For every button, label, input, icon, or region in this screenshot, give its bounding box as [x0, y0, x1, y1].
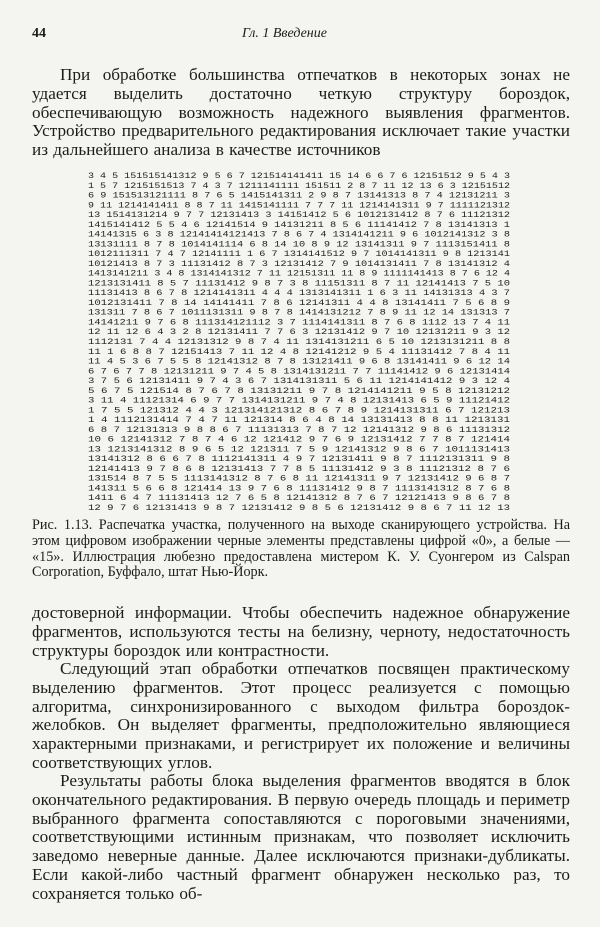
printout-row: 131514 8 7 5 5 1113141312 8 7 6 8 11 12141311 9 7 12131412 9 6 8 7 [88, 473, 510, 484]
printout-row: 13 1213141312 8 9 6 5 12 121311 7 5 9 12141312 9 8 6 7 1011131413 [88, 444, 510, 455]
printout-row: 13141312 8 6 6 7 8 1112141311 4 9 7 12131411 9 8 7 1112131311 9 8 [88, 454, 510, 465]
printout-row: 12 11 12 6 4 3 2 8 12131411 7 7 6 3 12131412 9 7 10 12131211 9 3 12 [88, 327, 510, 338]
paragraph-final-editing: Результаты работы блока выделения фрагментов вводятся в блок окончательного редактирования. В первую очередь площадь и периметр выбранного фрагмента сопоставляются с пороговыми значениями, соответствующими истинным признакам, что позволяет исключить заведомо неверные данные. Далее исключаются признаки-дубликаты. Если какой-либо частный фрагмент обнаружен несколько раз, то сохраняется только об- [32, 771, 570, 903]
printout-row: 6 9 151513121111 8 7 6 5 1415141311 2 9 8 7 13141313 8 7 4 12131211 3 [88, 190, 510, 201]
printout-row: 1012111311 7 4 7 12141111 1 6 7 1314141512 9 7 1014141311 9 8 1213141 [88, 249, 510, 260]
running-head: Гл. 1 Введение [242, 26, 327, 41]
figure-label: Рис. 1.13. [32, 517, 93, 533]
printout-row: 1 4 1112131414 7 4 7 11 121314 8 6 4 8 14 13131413 8 8 11 1213131 [88, 415, 510, 426]
figure-caption-text: Распечатка участка, полученного на выходе сканирующего устройства. На этом цифровом изображении черные элементы представлены цифрой «0», а белые — «15». Иллюстрация любезно предоставлена мистером К. У. Суонгером из Calspan Corporation, Буффало, штат Нью-Йорк. [32, 517, 571, 581]
printout-row: 1012131411 7 8 14 14141411 7 8 6 12141311 4 4 8 13141411 7 5 6 8 9 [88, 297, 510, 308]
printout-row: 11 1 6 8 8 7 12151413 7 11 12 4 8 12141212 9 5 4 11131412 7 8 4 11 [88, 346, 510, 357]
printout-row: 3 11 4 11121314 6 9 7 7 1314131211 9 7 4 8 12131413 6 5 9 11121412 [88, 395, 510, 406]
paragraph-fragment-extraction: Следующий этап обработки отпечатков посвящен практическому выделению фрагментов. Этот процесс реализуется с помощью алгоритма, синхронизированного с выходом фильтра бороздок-желобков. Он выделяет фрагменты, предположительно являющиеся характерными признаками, и регистрирует их положение и величины соответствующих углов. [32, 659, 570, 772]
printout-row: 10 6 12141312 7 8 7 4 6 12 121412 9 7 6 9 12131412 7 7 8 7 121414 [88, 434, 510, 445]
page-header [32, 26, 568, 46]
page-number: 44 [32, 26, 46, 41]
printout-row: 1415141412 5 5 4 6 12141514 9 14131211 8 5 6 11141412 7 8 13141313 1 [88, 219, 510, 230]
digital-printout-figure [86, 170, 512, 515]
printout-row: 1 5 7 1215151513 7 4 3 7 1211141111 151511 2 8 7 11 12 13 6 3 12151512 [88, 180, 511, 191]
figure-caption [32, 518, 570, 581]
paragraph-continued: достоверной информации. Чтобы обеспечить надежное обнаружение фрагментов, используются тесты на белизну, черноту, недостаточность структуры бороздок или контрастности. [32, 603, 570, 660]
printout-row: 14141211 9 7 6 8 111314121112 3 7 1114141311 8 7 6 8 1112 13 7 4 11 [88, 317, 510, 328]
printout-row: 6 8 7 12131313 9 8 8 6 7 11131313 7 8 7 12 12141312 9 8 6 11131312 [88, 424, 510, 435]
printout-row: 3 7 5 6 12131411 9 7 4 3 6 7 1314131311 5 6 11 1214141412 9 3 12 4 [88, 376, 510, 387]
paragraph-intro: При обработке большинства отпечатков в некоторых зонах не удается выделить достаточно четкую структуру бороздок, обеспечивающую возможность надежного выявления фрагментов. Устройство предварительного редактирования исключает такие участки из дальнейшего анализа в качестве источников [32, 65, 570, 160]
printout-row: 12141413 9 7 8 6 8 12131413 7 7 8 5 11131412 9 3 8 11121312 8 7 6 [88, 463, 510, 474]
printout-row: 1411 6 4 7 11131413 12 7 6 5 8 12141312 8 7 6 7 12121413 9 8 6 7 8 [88, 493, 510, 504]
printout-row: 11131413 8 6 7 8 1214141311 4 4 4 1313141311 1 6 3 11 14131313 4 3 7 [88, 288, 510, 299]
printout-row: 1 7 5 5 121312 4 4 3 121314121312 8 6 7 8 9 1214131311 6 7 121213 [88, 405, 510, 416]
printout-row: 1413141211 3 4 8 1314141312 7 11 12151311 11 8 9 1111141413 8 7 6 12 4 [88, 268, 511, 279]
printout-row: 10121413 8 7 3 11131412 8 7 3 12131412 7 9 1014131411 7 8 13141312 4 [88, 258, 510, 269]
printout-row: 12 9 7 6 12131413 9 8 7 12131412 9 8 5 6 12131412 9 8 6 7 11 12 13 [88, 503, 510, 513]
printout-row: 11 4 5 3 6 7 5 5 8 12141312 8 7 8 13121411 9 6 8 13141411 9 6 12 14 [88, 356, 510, 367]
printout-row: 14141315 6 3 8 12141414121413 7 8 6 7 4 1314141211 9 6 1012141312 3 8 [88, 229, 510, 240]
printout-row: 9 11 1214141411 8 8 7 11 1415141111 7 7 7 11 1214141311 9 7 1111121312 [88, 200, 511, 211]
printout-row: 6 7 6 7 7 8 12131211 9 7 4 5 8 1314131211 7 7 11141412 9 6 12131414 [88, 366, 510, 377]
printout-row: 5 6 7 5 121514 8 7 6 7 8 13131211 9 7 8 1214141211 9 5 8 12131212 [88, 385, 510, 396]
printout-row: 3 4 5 151515141312 9 5 6 7 121514141411 15 14 6 6 7 6 12151512 9 5 4 3 [88, 171, 511, 181]
printout-row: 1112131 7 4 4 12131312 9 8 7 4 11 1314131211 6 5 10 1213131211 8 8 [88, 337, 510, 347]
printout-row: 1213131411 8 5 7 11131412 9 8 7 3 8 11151311 8 7 11 12141413 7 5 10 [88, 278, 510, 289]
printout-row: 131311 7 8 6 7 1011131311 9 8 7 8 1414131212 7 8 9 11 12 14 131313 7 [88, 307, 510, 318]
printout-row: 13 1514131214 9 7 7 12131413 3 14151412 5 6 1012131412 8 7 6 11121312 [88, 210, 510, 221]
printout-row: 13131111 8 7 8 1014141114 6 8 14 10 8 9 12 13141311 9 7 1113151411 8 [88, 239, 510, 250]
printout-row: 141311 5 6 6 8 121414 13 9 7 6 8 11131412 9 8 7 1113141312 8 7 6 8 [88, 483, 510, 494]
